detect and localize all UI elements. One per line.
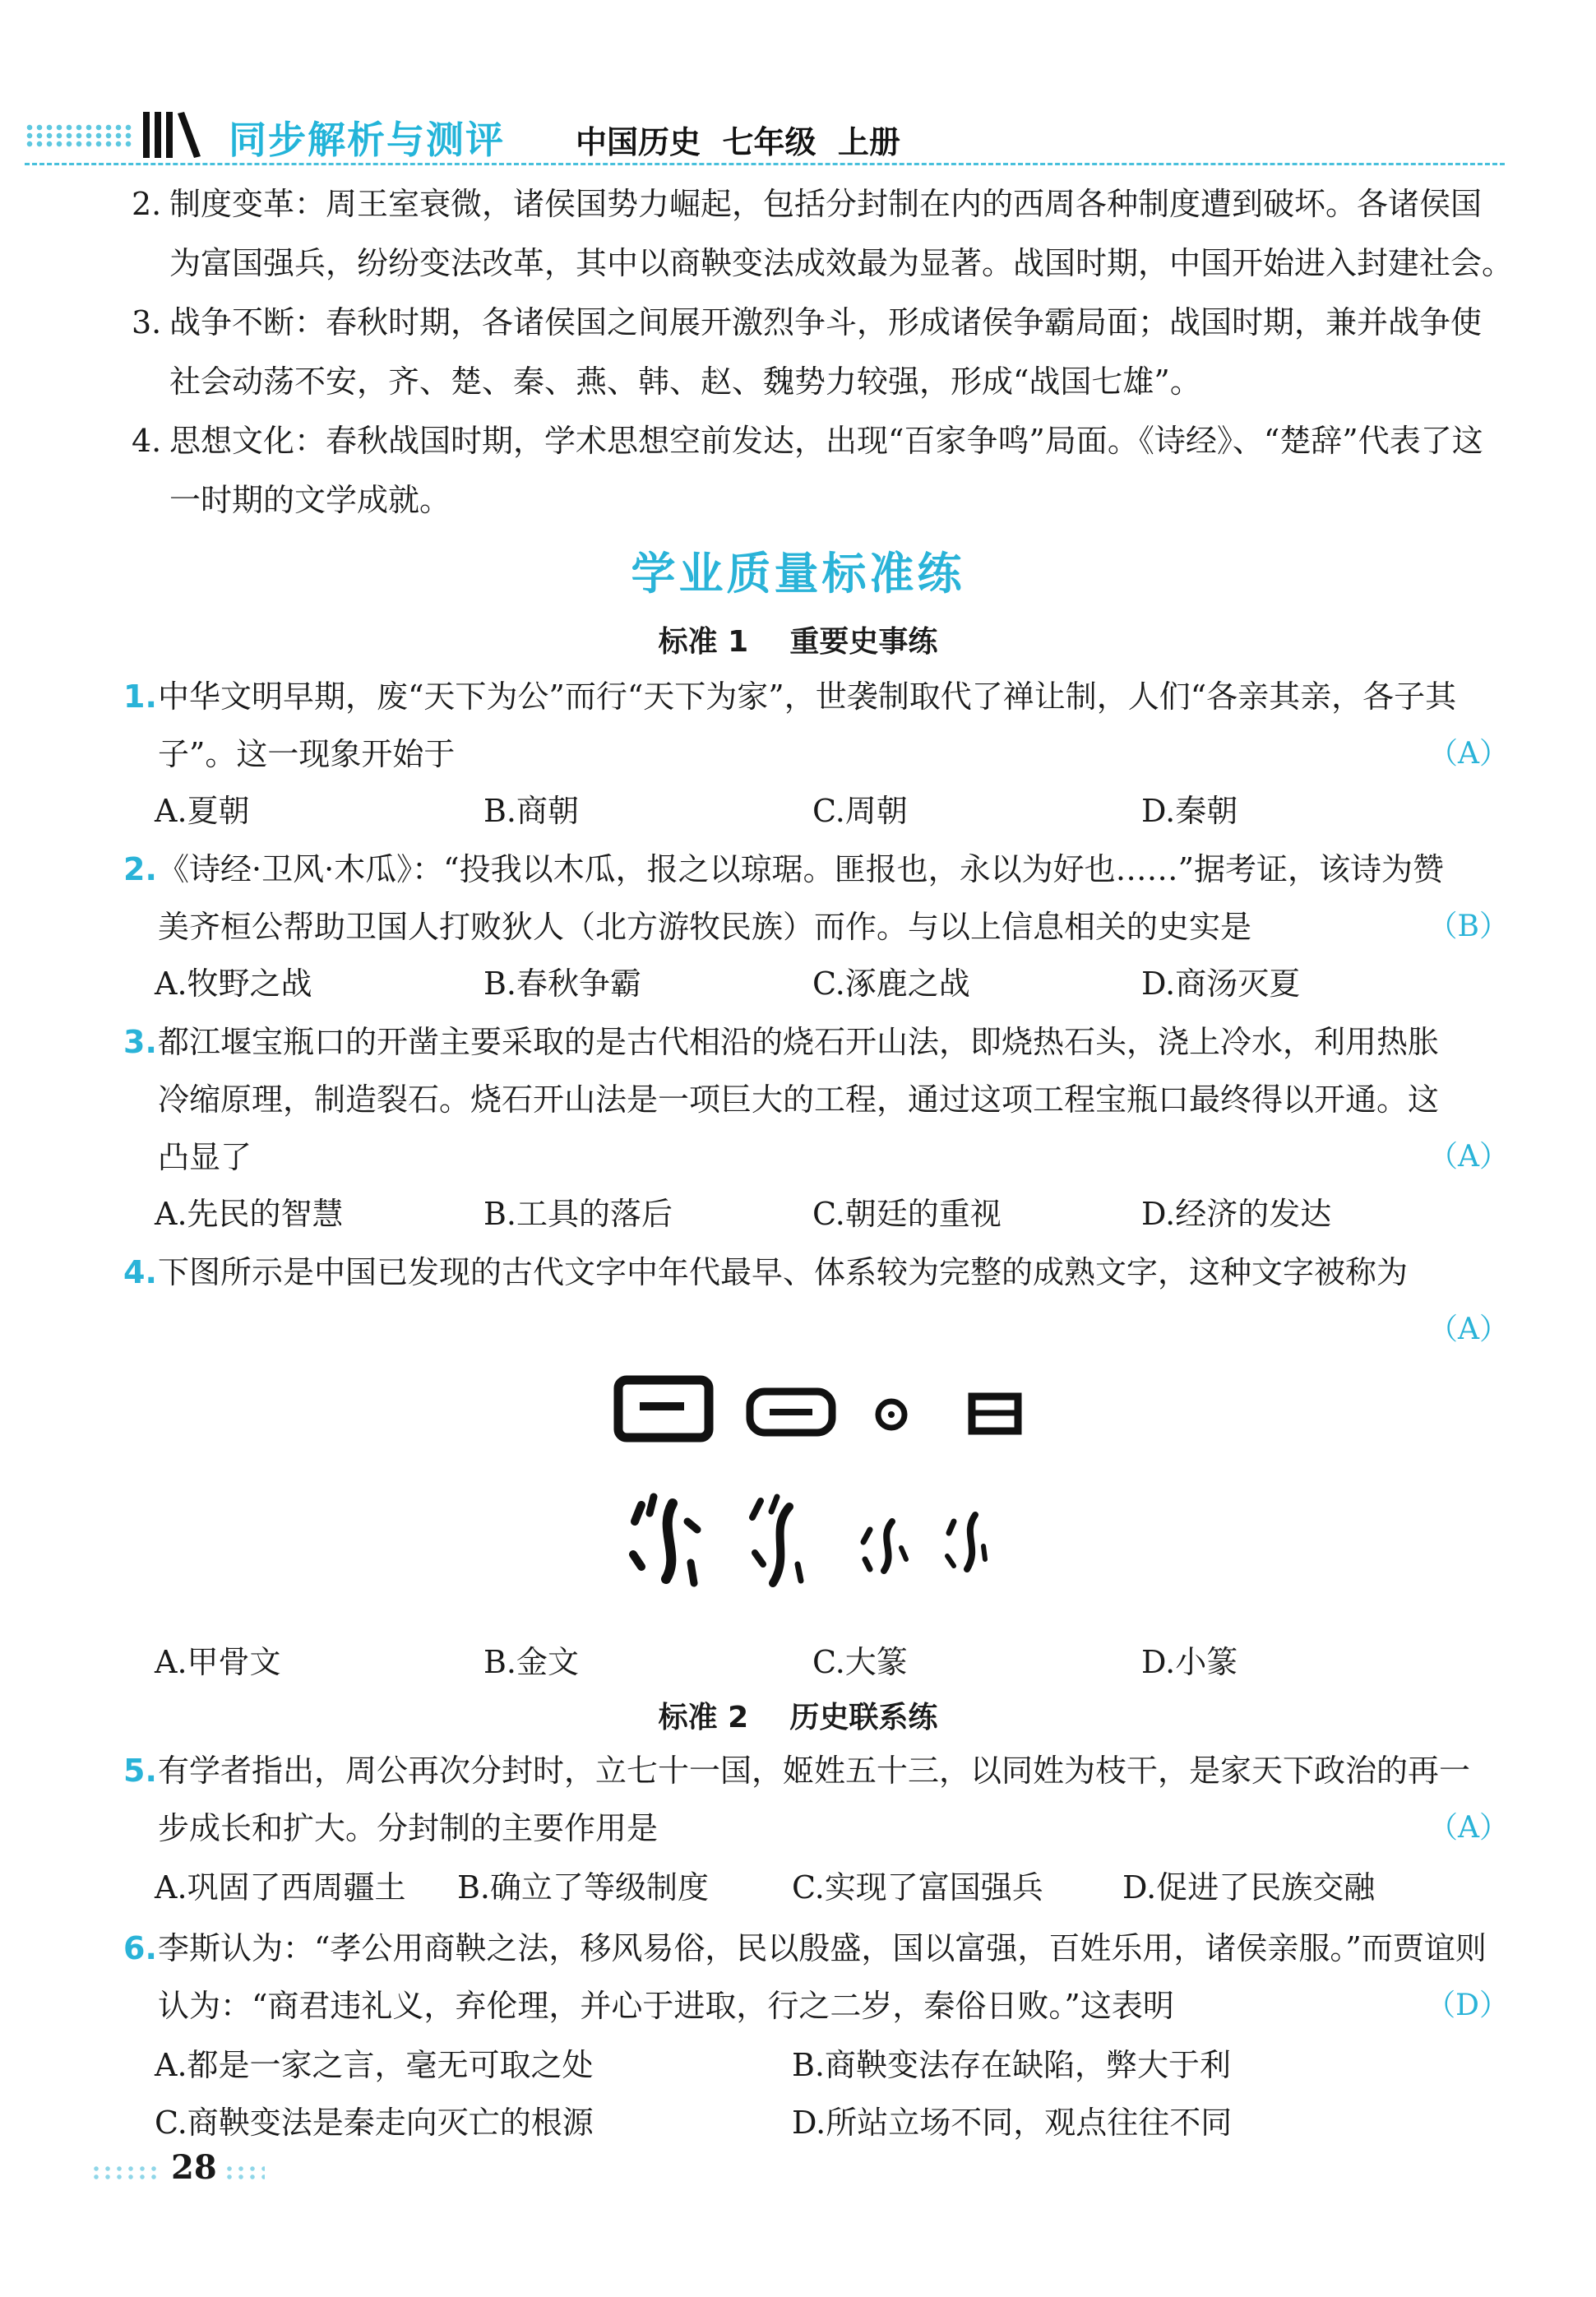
question-line: 有学者指出，周公再次分封时，立七十一国，姬姓五十三，以同姓为枝干，是家天下政治的再一 [158, 1753, 1471, 1789]
question-text: 子”。这一现象开始于 [158, 736, 456, 772]
option-d[interactable]: D.商汤灭夏 [1141, 966, 1301, 1002]
question-text: 凸显了 [158, 1139, 252, 1175]
summary-line: 思想文化：春秋战国时期，学术思想空前发达，出现“百家争鸣”局面。《诗经》、“楚辞”代表了这 [169, 423, 1483, 459]
option-d[interactable]: D.所站立场不同，观点往往不同 [792, 2105, 1233, 2141]
summary-item [132, 293, 1505, 411]
question-number: 3. [123, 1024, 157, 1060]
option-b[interactable]: B.确立了等级制度 [457, 1869, 710, 1906]
question-line: 《诗经·卫风·木瓜》：“投我以木瓜，报之以琼琚。匪报也，永以为好也……”据考证，该诗为赞 [158, 851, 1445, 887]
question-number: 5. [123, 1753, 157, 1789]
question-5 [123, 1742, 1509, 1857]
answer-mark: （D） [1426, 1989, 1509, 2022]
question-line [123, 1301, 1509, 1359]
option-b[interactable]: B.金文 [483, 1644, 580, 1680]
question-line [123, 898, 1509, 956]
option-a[interactable]: A.巩固了西周疆土 [155, 1869, 406, 1906]
options-row [155, 1862, 1503, 1911]
question-number: 2. [123, 851, 157, 887]
option-d[interactable]: D.促进了民族交融 [1122, 1869, 1376, 1906]
option-d[interactable]: D.秦朝 [1141, 793, 1238, 829]
standard-1-title: 标准 1 重要史事练 [658, 625, 938, 659]
answer-mark: （A） [1428, 737, 1509, 771]
question-number: 6. [123, 1930, 157, 1966]
summary-line: 社会动荡不安，齐、楚、秦、燕、韩、赵、魏势力较强，形成“战国七雄”。 [169, 364, 1201, 400]
option-a[interactable]: A.都是一家之言，毫无可取之处 [155, 2047, 594, 2083]
question-line: 都江堰宝瓶口的开凿主要采取的是古代相沿的烧石开山法，即烧热石头，浇上冷水，利用热胀 [158, 1024, 1440, 1060]
summary-line: 战争不断：春秋时期，各诸侯国之间展开激烈争斗，形成诸侯争霸局面；战国时期，兼并战争使 [169, 304, 1483, 340]
option-c[interactable]: C.大篆 [812, 1644, 908, 1680]
option-a[interactable]: A.夏朝 [155, 793, 250, 829]
answer-mark: （A） [1428, 1313, 1509, 1346]
question-line [123, 1977, 1509, 2035]
summary-item [132, 174, 1514, 293]
question-number: 4. [123, 1254, 157, 1290]
options-row [155, 2040, 1503, 2089]
footer-dots-decoration [224, 2165, 265, 2181]
options-row [155, 958, 1503, 1007]
question-line: 冷缩原理，制造裂石。烧石开山法是一项巨大的工程，通过这项工程宝瓶口最终得以开通。这 [158, 1081, 1440, 1118]
summary-line: 一时期的文学成就。 [169, 482, 451, 518]
question-line [123, 1128, 1509, 1186]
question-6 [123, 1920, 1509, 2035]
question-1 [123, 668, 1509, 783]
answer-mark: （A） [1428, 1811, 1509, 1845]
option-b[interactable]: B.工具的落后 [483, 1196, 673, 1232]
option-d[interactable]: D.小篆 [1141, 1644, 1238, 1680]
summary-num: 4. [132, 423, 162, 459]
option-c[interactable]: C.周朝 [812, 793, 908, 829]
question-text: 美齐桓公帮助卫国人打败狄人（北方游牧民族）而作。与以上信息相关的史实是 [158, 909, 1252, 945]
summary-line: 为富国强兵，纷纷变法改革，其中以商鞅变法成效最为显著。战国时期，中国开始进入封建社会。 [169, 245, 1514, 281]
question-4 [123, 1243, 1509, 1359]
books-logo-icon [140, 105, 222, 163]
option-d[interactable]: D.经济的发达 [1141, 1196, 1332, 1232]
brand-title: 同步解析与测评 [229, 118, 505, 162]
options-row [155, 1188, 1503, 1238]
question-number: 1. [123, 678, 157, 715]
option-b[interactable]: B.商朝 [483, 793, 580, 829]
question-line [123, 1799, 1509, 1857]
option-b[interactable]: B.春秋争霸 [483, 966, 642, 1002]
summary-num: 3. [132, 304, 162, 340]
option-c[interactable]: C.涿鹿之战 [812, 966, 970, 1002]
summary-item [132, 411, 1505, 530]
question-2 [123, 841, 1509, 956]
header-dots-decoration [25, 123, 132, 148]
option-a[interactable]: A.甲骨文 [155, 1644, 281, 1680]
answer-mark: （A） [1428, 1140, 1509, 1174]
option-b[interactable]: B.商鞅变法存在缺陷，弊大于利 [792, 2047, 1232, 2083]
answer-mark: （B） [1427, 910, 1509, 943]
options-row [155, 2097, 1503, 2146]
options-row [155, 1637, 1503, 1686]
option-a[interactable]: A.牧野之战 [155, 966, 312, 1002]
question-line: 下图所示是中国已发现的古代文字中年代最早、体系较为完整的成熟文字，这种文字被称为 [158, 1254, 1409, 1290]
option-c[interactable]: C.商鞅变法是秦走向灭亡的根源 [155, 2105, 594, 2141]
option-a[interactable]: A.先民的智慧 [155, 1196, 344, 1232]
question-line: 中华文明早期，废“天下为公”而行“天下为家”，世袭制取代了禅让制，人们“各亲其亲，各子其 [158, 678, 1457, 715]
page-number: 28 [171, 2148, 217, 2187]
question-line [123, 725, 1509, 783]
oracle-bone-script-image [608, 1365, 1036, 1612]
option-c[interactable]: C.朝廷的重视 [812, 1196, 1002, 1232]
standard-2-title: 标准 2 历史联系练 [658, 1701, 938, 1734]
options-row [155, 785, 1503, 835]
book-subtitle: 中国历史 七年级 上册 [576, 124, 900, 160]
question-line: 李斯认为：“孝公用商鞅之法，移风易俗，民以殷盛，国以富强，百姓乐用，诸侯亲服。”而贾谊则 [158, 1930, 1487, 1966]
question-3 [123, 1013, 1509, 1186]
question-text: 认为：“商君违礼义，弃伦理，并心于进取，行之二岁，秦俗日败。”这表明 [158, 1988, 1174, 2024]
option-c[interactable]: C.实现了富国强兵 [792, 1869, 1043, 1906]
footer-dots-decoration [90, 2165, 156, 2181]
page-header [25, 105, 1505, 163]
section-title: 学业质量标准练 [631, 548, 965, 600]
header-divider [25, 163, 1505, 165]
question-text: 步成长和扩大。分封制的主要作用是 [158, 1810, 659, 1846]
summary-num: 2. [132, 186, 162, 222]
summary-line: 制度变革：周王室衰微，诸侯国势力崛起，包括分封制在内的西周各种制度遭到破坏。各诸侯国 [169, 186, 1483, 222]
